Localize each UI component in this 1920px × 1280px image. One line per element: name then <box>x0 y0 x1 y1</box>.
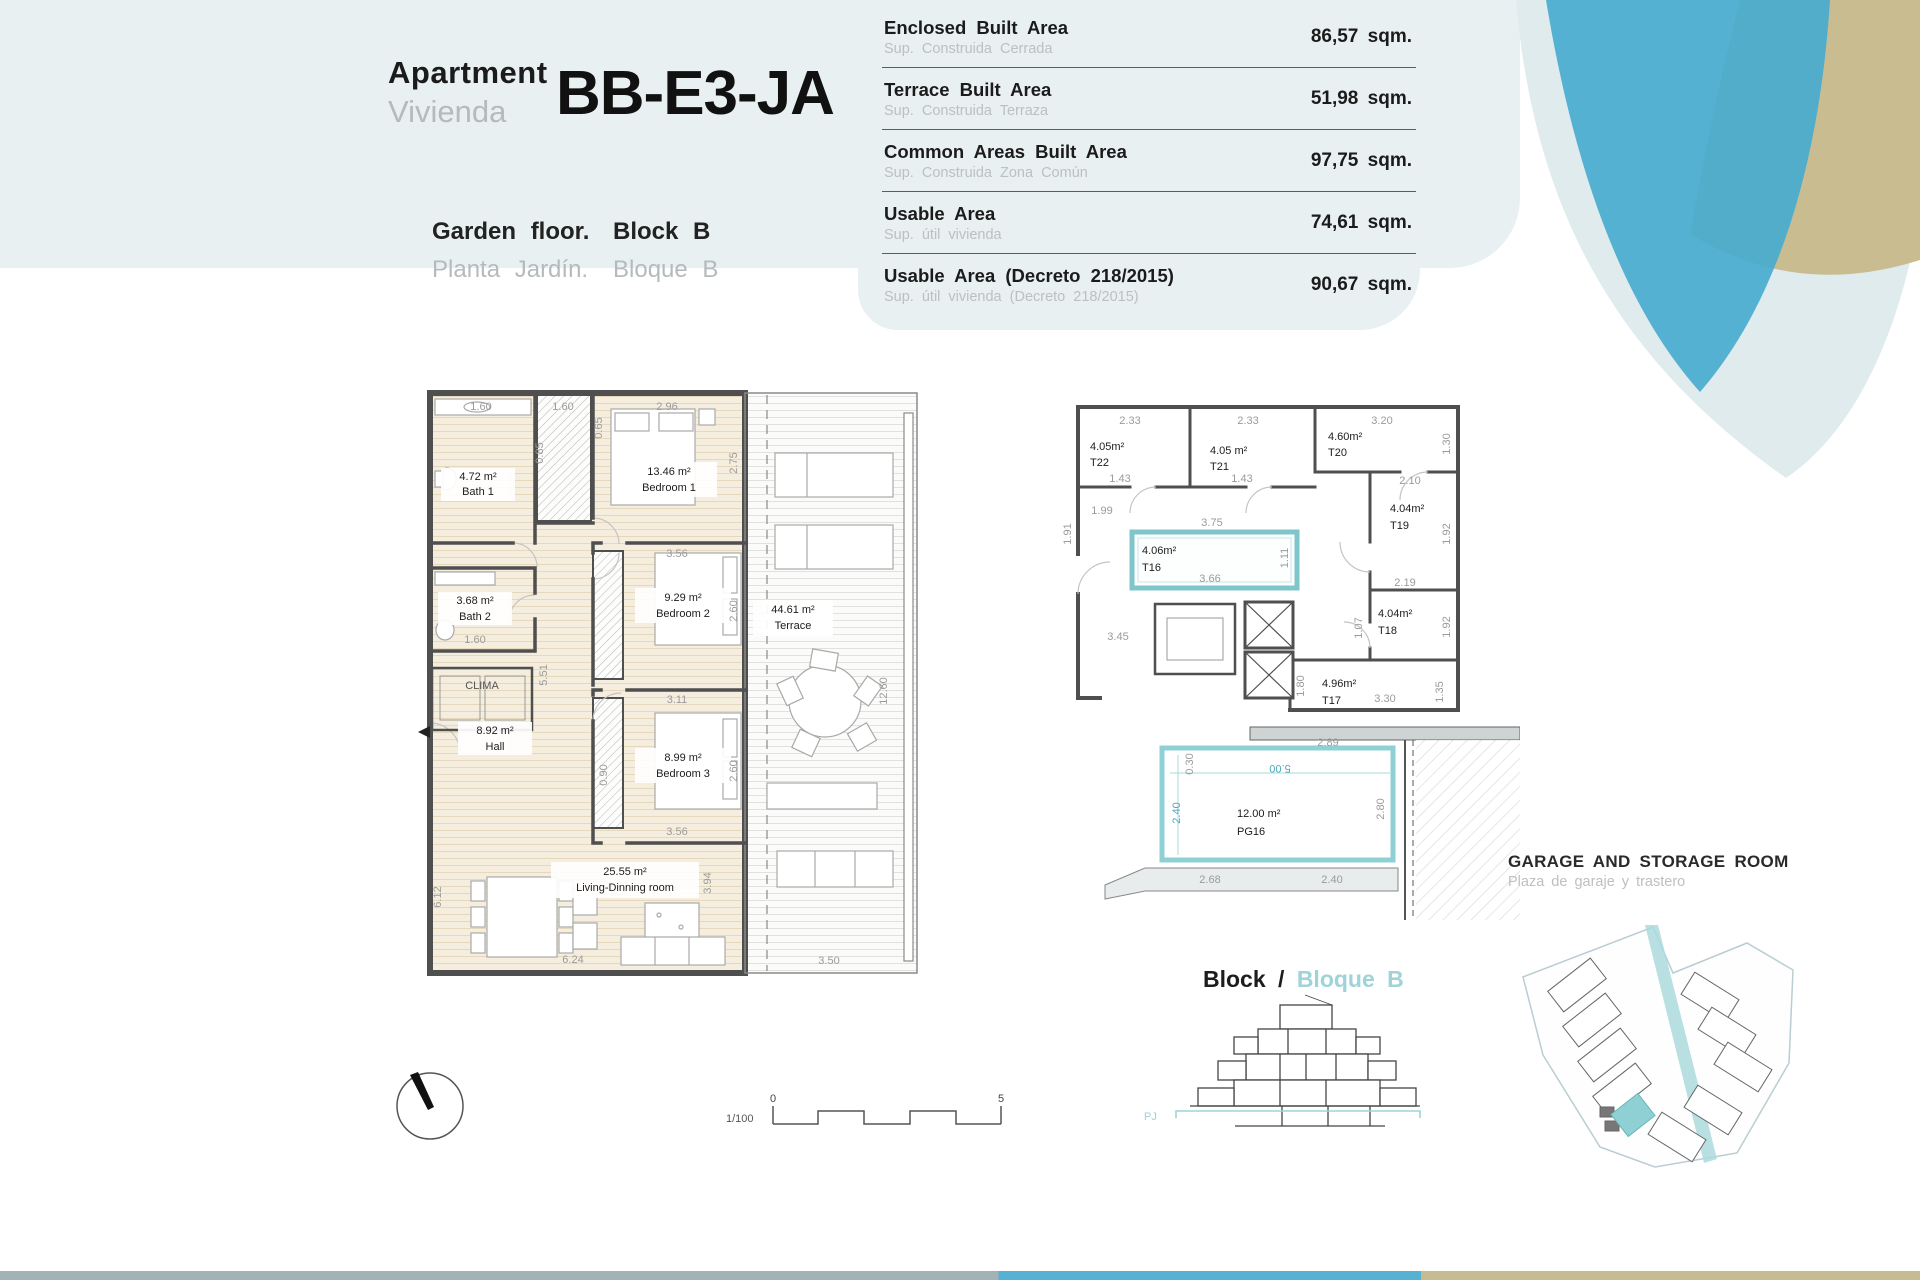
dim-label: 3.11 <box>666 694 688 706</box>
dim-label: 2.96 <box>656 401 678 413</box>
unit-area: 4.05m² <box>1090 441 1125 453</box>
unit-name: T16 <box>1142 562 1161 574</box>
dim-label: 2.89 <box>1317 737 1339 749</box>
dim-label: 2.19 <box>1394 577 1416 589</box>
area-table <box>882 6 1416 315</box>
drive-aisle <box>1105 868 1398 899</box>
dim-label: 1.60 <box>552 401 574 413</box>
room-area: 9.29 m² <box>664 592 702 604</box>
area-row <box>882 130 1416 192</box>
area-row-label-es: Sup. Construida Zona Común <box>884 164 1088 181</box>
footer-color-strip <box>0 1271 1920 1280</box>
area-row-label-es: Sup. Construida Cerrada <box>884 40 1053 57</box>
unit-name: T21 <box>1210 461 1229 473</box>
unit-name: PG16 <box>1237 826 1266 838</box>
floor-tag: PJ <box>1144 1111 1157 1123</box>
garage-caption-en: GARAGE AND STORAGE ROOM <box>1508 852 1789 871</box>
dim-label: 3.30 <box>1374 693 1396 705</box>
area-row-value: 51,98 sqm. <box>1310 88 1412 109</box>
dim-label: 2.40 <box>1171 802 1183 824</box>
dim-label: 0.85 <box>534 442 546 464</box>
apartment-code: BB-E3-JA <box>556 59 834 128</box>
dim-label: 3.75 <box>1201 517 1223 529</box>
lift-shafts <box>1245 602 1293 698</box>
unit-name: T19 <box>1390 520 1409 532</box>
room-name: Bath 2 <box>459 611 491 623</box>
area-row-label-es: Sup. útil vivienda (Decreto 218/2015) <box>884 288 1139 305</box>
dim-label: 6.12 <box>432 886 444 908</box>
pj-bracket <box>1176 1111 1420 1118</box>
dim-label: 2.60 <box>728 600 740 622</box>
dim-label: 1.92 <box>1441 616 1453 638</box>
floor-label: Garden floor. <box>432 218 590 245</box>
unit-area: 4.05 m² <box>1210 445 1248 457</box>
dim-label: 3.50 <box>818 955 840 967</box>
garage-caption-es: Plaza de garaje y trastero <box>1508 874 1686 890</box>
dim-label: 2.60 <box>728 760 740 782</box>
room-area: 8.99 m² <box>664 752 702 764</box>
storage-plan <box>1060 392 1470 722</box>
room-area: 8.92 m² <box>476 725 514 737</box>
area-row-value: 97,75 sqm. <box>1310 150 1412 171</box>
dim-label: 1.92 <box>1441 523 1453 545</box>
dim-label: 0.65 <box>593 417 605 439</box>
dim-label: 5.51 <box>538 664 550 686</box>
block-label-es: Bloque B <box>613 256 719 283</box>
dim-label: 2.75 <box>728 452 740 474</box>
dim-label: 3.56 <box>666 548 688 560</box>
dim-label: 2.10 <box>1399 475 1421 487</box>
room-area: 3.68 m² <box>456 595 494 607</box>
dim-label: 2.33 <box>1237 415 1259 427</box>
unit-area: 12.00 m² <box>1237 808 1281 820</box>
area-row <box>882 68 1416 130</box>
unit-area: 4.60m² <box>1328 431 1363 443</box>
dim-label: 1.11 <box>1279 547 1291 569</box>
room-name: Terrace <box>774 620 812 632</box>
block-label: Block B <box>613 218 711 245</box>
dim-label: 3.56 <box>666 826 688 838</box>
garage-top-wall <box>1250 727 1520 740</box>
dim-label: 5.00 <box>1269 762 1291 774</box>
unit-name: T17 <box>1322 695 1341 707</box>
dim-label: 1.30 <box>1441 433 1453 455</box>
unit-area: 4.04m² <box>1390 503 1425 515</box>
block-title-en: Block / <box>1203 966 1285 992</box>
elevation-drawing <box>1190 995 1420 1126</box>
unit-name: T18 <box>1378 625 1397 637</box>
area-row-label: Usable Area (Decreto 218/2015) <box>884 265 1174 287</box>
unit-area: 4.06m² <box>1142 545 1177 557</box>
floor-label-es: Planta Jardín. <box>432 256 589 283</box>
clima-label: CLIMA <box>465 680 499 692</box>
room-area: 25.55 m² <box>603 866 647 878</box>
dim-label: 3.45 <box>1107 631 1129 643</box>
dim-label: 2.40 <box>1321 874 1343 886</box>
area-row-label: Terrace Built Area <box>884 79 1052 101</box>
scale-bar <box>718 1078 1018 1138</box>
room-name: Hall <box>485 741 505 753</box>
dim-label: 1.99 <box>1091 505 1113 517</box>
dim-label: 0.90 <box>598 764 610 786</box>
block-title-es: Bloque B <box>1296 966 1404 992</box>
area-row <box>882 6 1416 68</box>
compass <box>388 1062 472 1146</box>
room-name: Bedroom 1 <box>642 482 696 494</box>
dim-label: 3.20 <box>1371 415 1393 427</box>
area-row-value: 86,57 sqm. <box>1310 26 1412 47</box>
area-row-label-es: Sup. útil vivienda <box>884 226 1002 243</box>
room-name: Bedroom 3 <box>656 768 710 780</box>
dim-label: 1.60 <box>464 634 486 646</box>
dim-label: 0.30 <box>1184 753 1196 775</box>
scale-end: 5 <box>997 1093 1005 1105</box>
area-row-label: Common Areas Built Area <box>884 141 1127 163</box>
entry-arrow <box>418 726 430 738</box>
dim-label: 2.68 <box>1199 874 1221 886</box>
garage-plan <box>1100 725 1520 925</box>
room-area: 44.61 m² <box>771 604 815 616</box>
compass-needle-icon <box>410 1072 434 1110</box>
apartment-label: Apartment <box>388 55 548 90</box>
area-row-value: 90,67 sqm. <box>1310 274 1412 295</box>
dim-label: 1.43 <box>1109 473 1131 485</box>
area-row-value: 74,61 sqm. <box>1310 212 1412 233</box>
scale-bar-line <box>773 1106 1001 1124</box>
dim-label: 1.91 <box>1062 523 1074 545</box>
block-elevation <box>1130 985 1450 1150</box>
dim-label: 1.80 <box>1295 675 1307 697</box>
unit-name: T22 <box>1090 457 1109 469</box>
apartment-label-es: Vivienda <box>388 94 507 129</box>
scale-ratio: 1/100 <box>726 1113 754 1125</box>
scale-start: 0 <box>769 1093 777 1105</box>
room-name: Living-Dinning room <box>576 882 674 894</box>
unit-area: 4.96m² <box>1322 678 1357 690</box>
room-name: Bedroom 2 <box>656 608 710 620</box>
dim-label: 12.60 <box>878 677 890 705</box>
unit-name: T20 <box>1328 447 1347 459</box>
area-row <box>882 192 1416 254</box>
machine-room <box>1155 604 1235 674</box>
dim-label: 1.43 <box>1231 473 1253 485</box>
dim-label: 6.24 <box>562 954 584 966</box>
site-plan <box>1505 915 1805 1170</box>
unit-area: 4.04m² <box>1378 608 1413 620</box>
dim-label: 3.94 <box>702 872 714 894</box>
area-row-label: Enclosed Built Area <box>884 17 1069 39</box>
garage-hatch-zone <box>1416 740 1520 920</box>
decorative-petals <box>1488 0 1920 500</box>
garage-caption <box>1508 852 1789 890</box>
dim-label: 1.35 <box>1434 681 1446 703</box>
dim-label: 3.66 <box>1199 573 1221 585</box>
area-row <box>882 254 1416 315</box>
room-area: 13.46 m² <box>647 466 691 478</box>
room-name: Bath 1 <box>462 486 494 498</box>
area-row-label: Usable Area <box>884 203 996 225</box>
room-area: 4.72 m² <box>459 471 497 483</box>
dim-label: 2.33 <box>1119 415 1141 427</box>
area-row-label-es: Sup. Construida Terraza <box>884 102 1049 119</box>
dim-label: 2.80 <box>1375 798 1387 820</box>
apartment-floor-plan <box>415 383 930 988</box>
dim-label: 1.60 <box>470 401 492 413</box>
dim-label: 1.07 <box>1353 617 1365 639</box>
